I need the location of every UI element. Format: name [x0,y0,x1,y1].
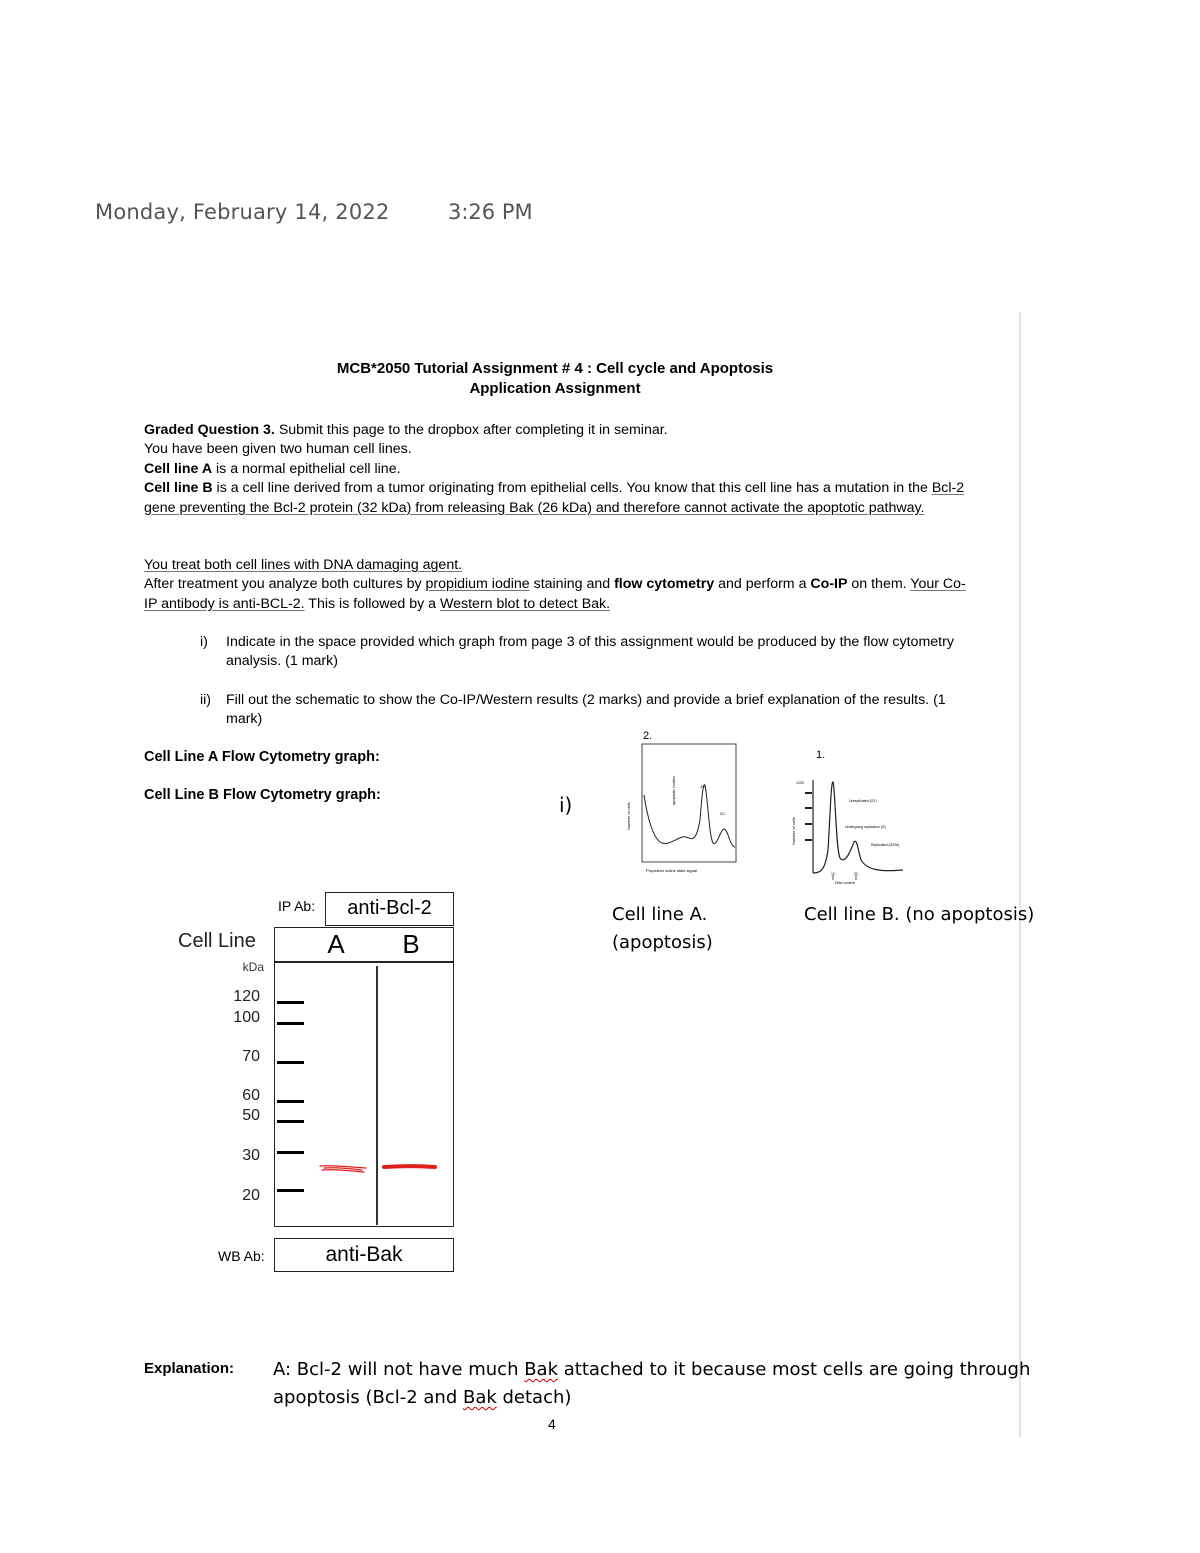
marker-60: 60 [242,1087,260,1104]
page-edge-divider [1019,312,1021,1437]
graph1-xlabel: DNA content [835,881,855,885]
treatment-flow: flow cytometry [614,576,715,593]
graph1-ann-repl: Replicated (G2/M) [871,843,900,847]
assignment-subtitle: Application Assignment [469,380,641,397]
graph1-ann-under: Undergoing replication (S) [845,825,886,829]
marker-20: 20 [242,1187,260,1204]
graph1-ann-x2: 2C [854,872,859,876]
explanation-part3: attached to it because most cells are going through apoptosis (Bcl-2 and [273,1359,1031,1408]
ladder-band-30 [277,1151,304,1154]
explanation-label: Explanation: [144,1360,235,1377]
explanation-part5: detach) [496,1387,572,1408]
treatment-text-g: on them. [847,576,911,593]
caption-cell-line-a-note: (apoptosis) [612,932,713,953]
question-paragraph [144,421,974,518]
cell-line-b-text: is a cell line derived from a tumor originating from epithelial cells. You know that this cell line has a mutation in the [212,480,932,497]
lane-a-label: A [327,929,345,959]
ladder-band-70 [277,1061,304,1064]
caption-cell-line-b: Cell line B. (no apoptosis) [804,904,1035,925]
band-lane-b [384,1166,435,1167]
treatment-line1: You treat both cell lines with DNA damaging agent. [144,557,463,573]
wb-ab-value: anti-Bak [274,1238,454,1272]
graph2-ann-1c: 1C [700,784,706,789]
ip-ab-label: IP Ab: [278,898,316,914]
marker-120: 120 [233,988,260,1005]
graph2-ann-apoptotic: apoptotic bodies [671,775,676,805]
graph1-ytick: 1200 [796,781,804,785]
graph2-ylabel: Number of cells [626,802,631,830]
task-item-2 [200,691,960,731]
cell-line-label: Cell Line [178,930,256,952]
graph2-xlabel: Propidium iodine stain signal [646,868,697,873]
marker-50: 50 [242,1107,260,1124]
flow-label-b: Cell Line B Flow Cytometry graph: [144,787,381,803]
graph2-ann-2c: 2C [720,811,726,816]
treatment-coip: Co-IP [810,576,848,593]
flow-label-a: Cell Line A Flow Cytometry graph: [144,749,380,765]
treatment-pi: propidium iodine [425,576,530,593]
ladder-band-60 [277,1100,304,1103]
page-number: 4 [548,1416,556,1432]
task-number: i) [200,634,208,650]
caption-cell-line-a: Cell line A. [612,904,708,925]
task-text: Indicate in the space provided which graph from page 3 of this assignment would be produced by the flow cytometry analysis. (1 mark) [226,634,954,669]
lane-divider [376,966,378,1225]
ip-ab-value: anti-Bcl-2 [325,892,454,926]
ladder-band-20 [277,1189,304,1192]
cell-line-b-underlined: Bcl-2 gene preventing the Bcl-2 protein (32 kDa) from releasing Bak (26 kDa) and therefore cannot activate the apoptotic pathway. [144,480,965,516]
marker-100: 100 [233,1009,260,1026]
marker-70: 70 [242,1048,260,1065]
explanation-text [273,1356,1043,1412]
treatment-antibody: Your Co-IP antibody is anti-BCL-2. [144,576,966,612]
flow-graph-1 [785,740,910,890]
cell-line-a-text: is a normal epithelial cell line. [212,460,401,477]
note-time: 3:26 PM [448,200,533,224]
cell-line-a-label: Cell line A [144,460,213,477]
treatment-text-a: After treatment you analyze both cultures by [144,576,426,593]
graph1-ann-unrep: Unreplicated (G1) [849,799,877,803]
band-lane-a [320,1166,366,1172]
graph1-number: 1. [816,749,826,761]
answer-marker: i) [559,793,573,817]
wb-ab-label: WB Ab: [218,1248,265,1264]
note-date: Monday, February 14, 2022 [95,200,390,224]
graph1-ann-x1: 1C [831,872,836,876]
flow-graph-2 [620,725,745,885]
treatment-text-c: staining and [529,576,615,593]
ladder-band-120 [277,1001,304,1004]
assignment-title: MCB*2050 Tutorial Assignment # 4 : Cell cycle and Apoptosis [336,360,774,377]
task-number: ii) [200,692,212,708]
explanation-bak-2: Bak [462,1387,497,1408]
kda-label: kDa [242,960,264,974]
marker-30: 30 [242,1147,260,1164]
explanation-part1: A: Bcl-2 will not have much [273,1359,525,1380]
question-number: Graded Question 3. [144,422,275,438]
drawn-bands [316,1158,446,1178]
cell-line-b-label: Cell line B [144,480,213,497]
question-instruction: Submit this page to the dropbox after completing it in seminar. [274,422,668,438]
treatment-text-e: and perform a [714,576,811,593]
question-line2: You have been given two human cell lines. [144,441,412,458]
treatment-paragraph [144,556,974,614]
graph2-frame [642,744,736,862]
treatment-text-i: This is followed by a [304,595,440,612]
task-item-1 [200,633,960,673]
treatment-western: Western blot to detect Bak. [440,595,611,612]
explanation-bak-1: Bak [524,1359,559,1380]
graph1-ylabel: Number of cells [791,817,796,845]
graph2-number: 2. [643,730,653,742]
lane-b-label: B [402,929,420,959]
task-text: Fill out the schematic to show the Co-IP/Western results (2 marks) and provide a brief explanation of the results. (1 mark) [226,692,946,727]
ladder-band-50 [277,1120,304,1123]
ladder-band-100 [277,1022,304,1025]
